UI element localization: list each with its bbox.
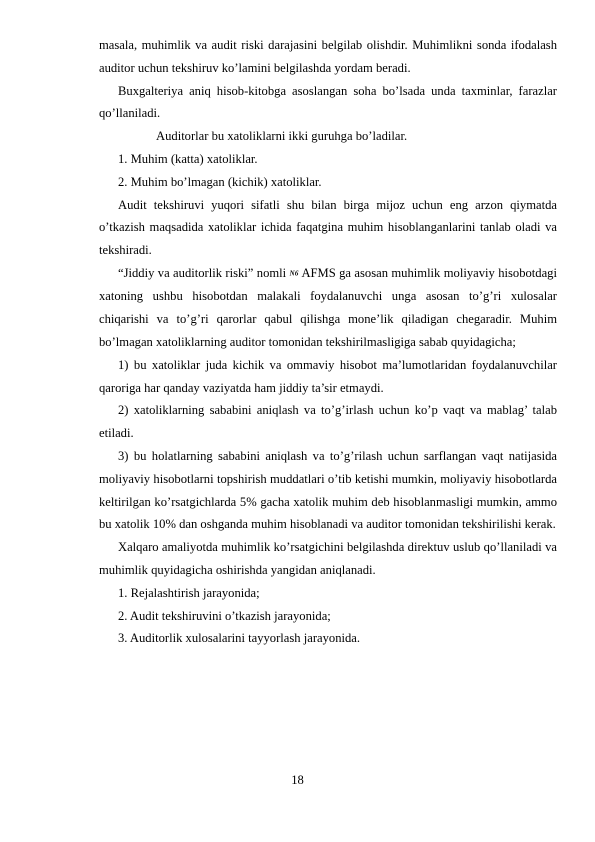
list-item-reason-2: 2) xatoliklarning sababini aniqlash va to’g’irlash uchun ko’p vaqt va mablag’ talab etiladi. [99,403,557,441]
list-item-report-stage: 3. Auditorlik xulosalarini tayyorlash jarayonida. [118,631,361,646]
page-number: 18 [291,773,304,787]
list-item-reason-1: 1) bu xatoliklar juda kichik va ommaviy hisobot ma’lumotlaridan foydalanuvchilar qaroriga har qanday vaziyatda ham jiddiy ta’sir etmaydi. [99,357,557,395]
list-item-audit-stage: 2. Audit tekshiruvini o’tkazish jarayonida; [118,608,331,623]
list-item-immaterial-errors: 2. Muhim bo’lmagan (kichik) xatoliklar. [118,174,322,189]
standard-number-label: N6 [289,269,299,278]
paragraph-materiality-intro: masala, muhimlik va audit riski darajasini belgilab olishdir. Muhimlikni sonda ifodalash auditor uchun tekshiruv ko’lamini belgilashda yordam beradi. [99,38,557,75]
list-item-planning-stage: 1. Rejalashtirish jarayonida; [118,585,260,600]
standard-description-text: AFMS ga asosan muhimlik moliyaviy hisobotdagi xatoning ushbu hisobotdan malakali foydalanuvchi unga asosan to’g’ri xulosalar chiqarishi va to’g’ri qarorlar qabul qilishga mone’lik qiladigan chegaradir. Muhim bo’lmagan xatoliklarning auditor tomonidan tekshirilmasligiga sabab quyidagicha; [99,265,557,350]
standard-name-text: “Jiddiy va auditorlik riski” nomli [118,265,287,280]
paragraph-audit-risk-standard [99,262,557,354]
document-body [99,34,557,650]
list-item-material-errors: 1. Muhim (katta) xatoliklar. [118,151,258,166]
paragraph-accounting-assumptions: Buxgalteriya aniq hisob-kitobga asoslangan soha bo’lsada unda taxminlar, farazlar qo’llaniladi. [99,83,557,121]
paragraph-audit-selection: Audit tekshiruvi yuqori sifatli shu bilan birga mijoz uchun eng arzon qiymatda o’tkazish maqsadida xatoliklar ichida faqatgina muhim hisoblanganlarini tanlab oladi va tekshiradi. [99,197,557,258]
paragraph-error-groups: Auditorlar bu xatoliklarni ikki guruhga bo’ladilar. [156,129,408,144]
list-item-reason-3: 3) bu holatlarning sababini aniqlash va to’g’rilash uchun sarflangan vaqt natijasida moliyaviy hisobotlarni topshirish muddatlari o’tib ketishi mumkin, moliyaviy hisobotlarda keltirilgan ko’rsatgichlarda 5% gacha xatolik muhim deb hisoblanmasligi mumkin, ammo bu xatolik 10% dan oshganda muhim hisoblanadi va auditor tomonidan tekshirilishi kerak. [99,449,557,532]
paragraph-international-practice: Xalqaro amaliyotda muhimlik ko’rsatgichini belgilashda direktuv uslub qo’llaniladi va muhimlik quyidagicha oshirishda yangidan aniqlanadi. [99,540,557,578]
